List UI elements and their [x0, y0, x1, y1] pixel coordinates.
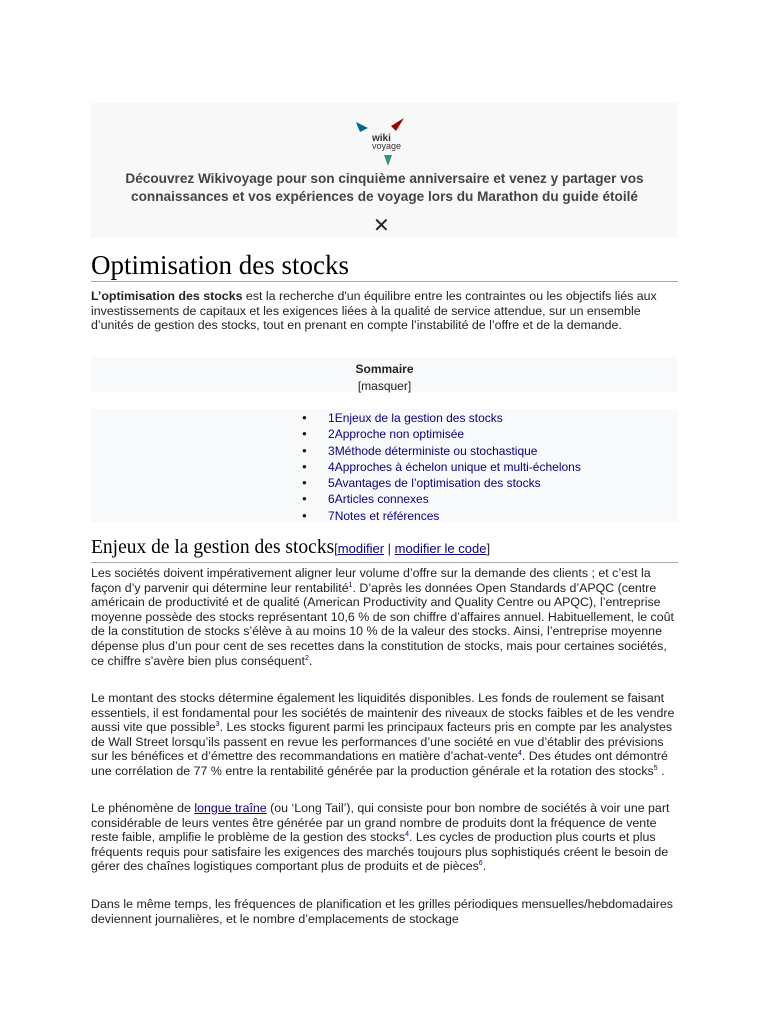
reference-link[interactable]: 2 [305, 654, 309, 662]
edit-section-links: [modifier | modifier le code] [334, 541, 491, 556]
toc-list [91, 409, 678, 522]
edit-code-link[interactable]: modifier le code [394, 541, 487, 556]
longue-traine-link[interactable]: longue traîne [194, 801, 267, 815]
reference-link[interactable]: 6 [478, 860, 483, 868]
section-heading-text: Enjeux de la gestion des stocks [91, 537, 335, 558]
toc-toggle[interactable]: [masquer] [357, 379, 412, 393]
banner-message[interactable]: Découvrez Wikivoyage pour son cinquième anniversaire et venez y partager vos connaissances et vos expériences de voyage lors du Marathon du guide étoilé [125, 171, 644, 204]
toc-header [91, 357, 678, 392]
reference-link[interactable]: 5 [653, 764, 658, 772]
intro-text: est la recherche d'un équilibre entre les contraintes ou les objectifs liés aux investissements de capitaux et les exigences liées à la qualité de service attendue, sur un ensemble d’unités de gestion des stocks, tout en prenant en compte l’instabilité de l’offre et de la demande. [91, 289, 657, 333]
reference-link[interactable]: 3 [215, 721, 220, 729]
reference-link[interactable]: 4 [405, 831, 409, 839]
section-heading-enjeux [91, 535, 678, 563]
toc-item[interactable]: ● 6Articles connexes [328, 491, 581, 507]
edit-link[interactable]: modifier [337, 541, 385, 556]
paragraph-4: Dans le même temps, les fréquences de planification et les grilles périodiques mensuelles/hebdomadaires deviennent journalières, et le nombre d’emplacements de stockage [91, 897, 673, 926]
paragraph-3: Le phénomène de longue traîne (ou ‘Long Tail’), qui consiste pour bon nombre de sociétés à voir une part considérable de leurs ventes être générée par un grand nombre de produits dont la fréquence de vente reste faible, amplifie le problème de la gestion des stocks$^4$. Les cycles de production plus courts et plus fréquents requis pour satisfaire les exigences des marchés toujours plus sophistiqués créent le besoin de gérer des chaînes logistiques comportant plus de produits et de pièces$^6$. [91, 801, 670, 874]
toc-item[interactable]: ● 7Notes et références [328, 508, 581, 524]
intro-bold-term: L’optimisation des stocks [91, 289, 243, 303]
intro-paragraph [91, 289, 678, 333]
reference-link[interactable]: 1 [348, 581, 353, 589]
paragraph-2: Le montant des stocks détermine également les liquidités disponibles. Les fonds de roulement se faisant essentiels, il est fondamental pour les sociétés de maintenir des niveaux de stocks faibles et de les vendre aussi vite que possible$^3$. Les stocks figurent parmi les principaux facteurs pris en compte par les analystes de Wall Street lorsqu’ils passent en revue les performances d’une société en vue d’établir des prévisions sur les bénéfices et d’émettre des recommandations en matière d’achat-vente$^4$. Des études ont démontré une corrélation de 77 % entre la rentabilité générée par la production générale et la rotation des stocks$^5$ . [91, 691, 675, 778]
paragraph-1: Les sociétés doivent impérativement aligner leur volume d’offre sur la demande des clients ; et c’est la façon d’y parvenir qui détermine leur rentabilité$^1$. D’après les données Open Standards d’APQC (centre américain de productivité et de qualité (American Productivity and Quality Centre ou APQC), l’entreprise moyenne possède des stocks représentant 10,6 % de son chiffre d’affaires annuel. Habituellement, le coût de la constitution de stocks s’élève à au moins 10 % de la valeur des stocks. Ainsi, l’entreprise moyenne dépense plus d’un pour cent de ses recettes dans la constitution de stocks, mais pour certaines sociétés, ce chiffre s’avère bien plus conséquent$^2$. [91, 566, 674, 668]
site-notice-banner [91, 103, 678, 238]
toc-item[interactable]: ● 1Enjeux de la gestion des stocks [328, 410, 581, 426]
reference-link[interactable]: 4 [518, 750, 522, 758]
page-title: Optimisation des stocks [91, 249, 678, 282]
logo-text-voyage: voyage [372, 141, 402, 151]
toc-title: Sommaire [355, 362, 414, 376]
logo-text-wiki: wiki [372, 133, 391, 144]
toc-item[interactable]: ● 5Avantages de l’optimisation des stocks [328, 475, 581, 491]
close-icon[interactable]: ✕ [373, 215, 390, 237]
toc-item[interactable]: ● 2Approche non optimisée [328, 426, 581, 442]
toc-item[interactable]: ● 4Approches à échelon unique et multi-échelons [328, 459, 581, 475]
wikivoyage-logo[interactable] [356, 117, 416, 167]
toc-item[interactable]: ● 3Méthode déterministe ou stochastique [328, 443, 581, 459]
